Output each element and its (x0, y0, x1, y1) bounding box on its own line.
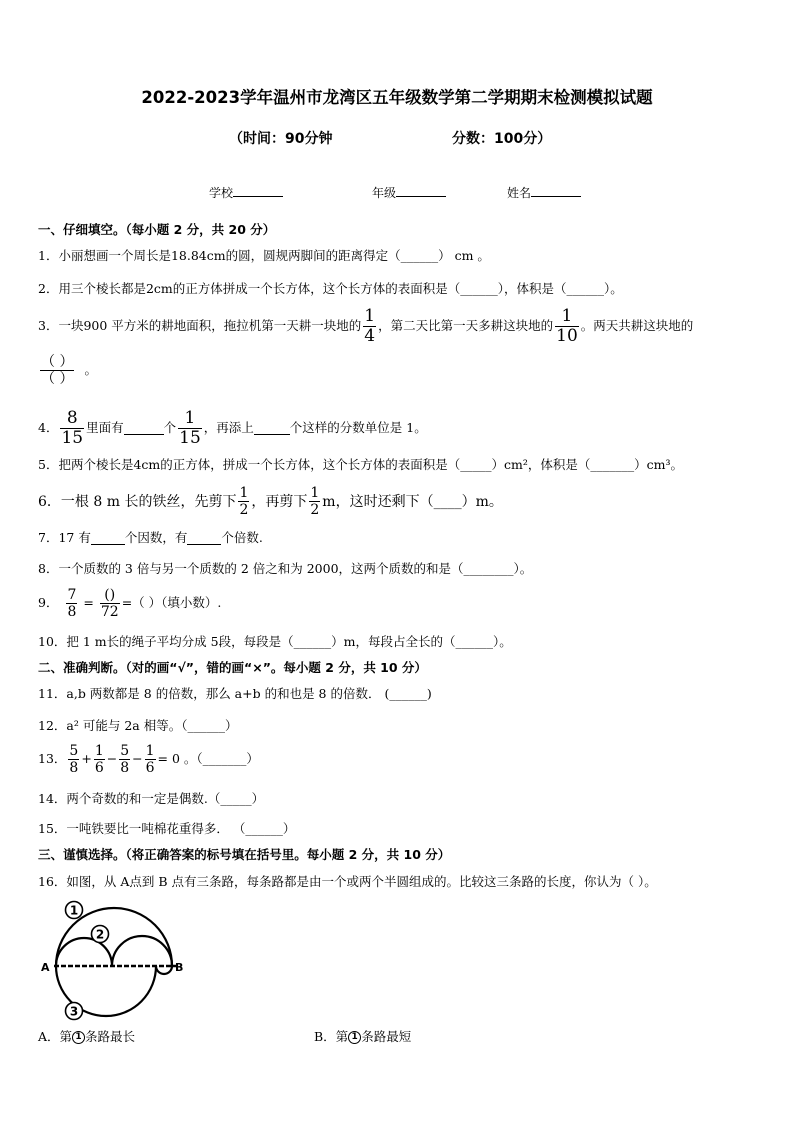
question-13-number: 13． (38, 751, 67, 767)
fraction-blank-72[interactable] (100, 588, 120, 619)
question-9-text-b: =（ ）（填小数）. (121, 595, 222, 611)
question-16 (38, 876, 657, 889)
fraction-1-15 (178, 410, 202, 447)
grade-field (372, 184, 446, 199)
grade-blank[interactable] (396, 184, 446, 197)
fraction-numerator: 1 (184, 408, 196, 428)
fraction-numerator: 5 (69, 743, 79, 759)
equals-sign: = (83, 595, 94, 611)
question-8 (38, 563, 532, 576)
fraction-5-8 (68, 744, 79, 775)
point-b-label: B (175, 961, 184, 974)
fraction-numerator: 1 (364, 306, 376, 326)
question-3-answer (38, 355, 97, 386)
fraction-denominator: 2 (239, 502, 249, 518)
answer-blank[interactable] (124, 422, 164, 435)
question-13 (38, 744, 259, 775)
question-4-text-e: 个这样的分数单位是 1。 (289, 420, 427, 436)
question-14-text: 14．两个奇数的和一定是偶数.（_____） (38, 791, 265, 806)
grade-label: 年级 (372, 186, 397, 200)
question-10 (38, 636, 512, 649)
question-10-text: 10．把 1 m长的绳子平均分成 5段，每段是（______）m，每段占全长的（______）。 (38, 634, 512, 649)
fraction-1-2 (309, 486, 320, 517)
fraction-1-2 (238, 486, 249, 517)
question-7-text-a: 7．17 有 (38, 530, 91, 546)
option-a-text: 条路最长 (85, 1029, 136, 1045)
fraction-numerator: 1 (561, 306, 573, 326)
minus-sign: − (132, 751, 143, 767)
fraction-denominator: 8 (67, 604, 77, 620)
fraction-numerator: 1 (239, 485, 249, 501)
option-a[interactable] (38, 1031, 135, 1044)
fraction-1-10 (555, 308, 579, 345)
option-a-prefix: A．第 (38, 1029, 73, 1045)
answer-blank[interactable] (187, 532, 221, 545)
plus-sign: + (81, 751, 92, 767)
exam-time: （时间：90分钟 (229, 131, 333, 147)
fraction-denominator: 72 (100, 604, 119, 620)
fraction-denominator: 6 (145, 760, 155, 776)
exam-score: 分数：100分） (452, 131, 552, 147)
option-b[interactable] (314, 1031, 411, 1044)
question-14 (38, 793, 264, 806)
question-15-text: 15．一吨铁要比一吨棉花重得多． （______） (38, 821, 296, 836)
question-9 (38, 588, 221, 619)
question-4-text-c: 个 (163, 420, 177, 436)
question-5 (38, 459, 683, 472)
fraction-1-6 (145, 744, 156, 775)
answer-blank[interactable] (91, 532, 125, 545)
question-3 (38, 308, 693, 345)
option-b-prefix: B．第 (314, 1029, 349, 1045)
fraction-denominator: 2 (310, 502, 320, 518)
question-1 (38, 250, 490, 263)
semicircle-paths-figure (40, 900, 190, 1022)
question-5-text: 5．把两个棱长是4cm的正方体，拼成一个长方体，这个长方体的表面积是（_____）cm²，体积是（_______）cm³。 (38, 457, 683, 472)
minus-sign: − (106, 751, 118, 767)
question-7-text-c: 个倍数. (221, 530, 263, 546)
fraction-denominator: 15 (179, 428, 201, 448)
fraction-denominator: 8 (120, 760, 130, 776)
fraction-1-6 (94, 744, 105, 775)
question-6-text-a: 6．一根 8 m 长的铁丝，先剪下 (38, 493, 237, 510)
fraction-denominator-blank: （ ） (41, 371, 74, 387)
fraction-5-8 (119, 744, 130, 775)
question-1-text: 1．小丽想画一个周长是18.84cm的圆，圆规两脚间的距离得定（______） cm 。 (38, 248, 490, 263)
question-2 (38, 283, 623, 296)
question-4-text-d: ，再添上 (203, 420, 254, 436)
question-7 (38, 532, 263, 545)
question-6-text-b: ，再剪下 (251, 493, 308, 510)
fraction-8-15 (60, 410, 84, 447)
question-6-text-c: m，这时还剩下（____）m。 (322, 493, 503, 510)
question-11 (38, 688, 432, 701)
question-12-text: 12．a² 可能与 2a 相等。（______） (38, 718, 238, 733)
question-15 (38, 823, 295, 836)
question-4 (38, 410, 427, 447)
circled-number-icon: 1 (348, 1031, 361, 1044)
fraction-numerator: 1 (310, 485, 320, 501)
question-13-text-b: = 0 。（_______） (157, 751, 259, 767)
fraction-numerator-blank: () (104, 587, 116, 603)
fraction-denominator: 15 (61, 428, 84, 448)
question-4-text-b: 里面有 (86, 420, 124, 436)
answer-blank[interactable] (254, 422, 290, 435)
fraction-7-8 (66, 588, 77, 619)
question-3-text-a: 3．一块900 平方米的耕地面积，拖拉机第一天耕一块地的 (38, 318, 362, 334)
school-field (209, 184, 283, 199)
school-blank[interactable] (233, 184, 283, 197)
fraction-numerator: 7 (67, 587, 77, 603)
circled-number-icon: 1 (72, 1031, 85, 1044)
question-16-text: 16．如图，从 A点到 B 点有三条路，每条路都是由一个或两个半圆组成的。比较这三条路的长度，你认为（ ）。 (38, 874, 657, 889)
point-a-label: A (41, 961, 50, 974)
fraction-denominator: 8 (69, 760, 79, 776)
question-3-end: 。 (84, 362, 97, 378)
question-7-text-b: 个因数，有 (124, 530, 188, 546)
fraction-denominator: 6 (94, 760, 104, 776)
fraction-numerator-blank: （ ） (41, 354, 74, 370)
question-4-number: 4． (38, 420, 59, 436)
fraction-numerator: 8 (66, 408, 78, 428)
fraction-numerator: 1 (145, 743, 155, 759)
name-label: 姓名 (507, 186, 532, 200)
question-3-text-c: 。两天共耕这块地的 (580, 318, 694, 334)
fraction-1-4 (363, 308, 376, 345)
question-11-text: 11．a,b 两数都是 8 的倍数，那么 a+b 的和也是 8 的倍数． (______) (38, 686, 432, 701)
question-3-text-b: ，第二天比第一天多耕这块地的 (378, 318, 554, 334)
path-1-marker-label: 1 (69, 903, 79, 918)
path-3-marker-label: 3 (69, 1004, 79, 1019)
page-title: 2022-2023学年温州市龙湾区五年级数学第二学期期末检测模拟试题 (141, 88, 653, 107)
question-8-text: 8．一个质数的 3 倍与另一个质数的 2 倍之和为 2000，这两个质数的和是（________）。 (38, 561, 533, 576)
name-blank[interactable] (531, 184, 581, 197)
question-12 (38, 720, 237, 733)
section-2-heading: 二、准确判断。（对的画“√”，错的画“×”。每小题 2 分，共 10 分） (38, 660, 427, 675)
section-1-heading: 一、仔细填空。（每小题 2 分，共 20 分） (38, 222, 276, 237)
fraction-denominator: 4 (364, 326, 376, 346)
question-2-text: 2．用三个棱长都是2cm的正方体拼成一个长方体，这个长方体的表面积是（______），体积是（______）。 (38, 281, 623, 296)
section-3-heading: 三、谨慎选择。（将正确答案的标号填在括号里。每小题 2 分，共 10 分） (38, 847, 451, 862)
school-label: 学校 (209, 186, 234, 200)
fraction-denominator: 10 (556, 326, 578, 346)
fraction-numerator: 5 (120, 743, 130, 759)
question-6 (38, 486, 503, 517)
path-2-arc-right (112, 936, 172, 966)
name-field (507, 184, 581, 199)
question-9-number: 9． (38, 595, 59, 611)
path-2-marker-label: 2 (95, 927, 105, 942)
answer-fraction-blank[interactable] (40, 355, 74, 386)
option-b-text: 条路最短 (361, 1029, 412, 1045)
fraction-numerator: 1 (94, 743, 104, 759)
